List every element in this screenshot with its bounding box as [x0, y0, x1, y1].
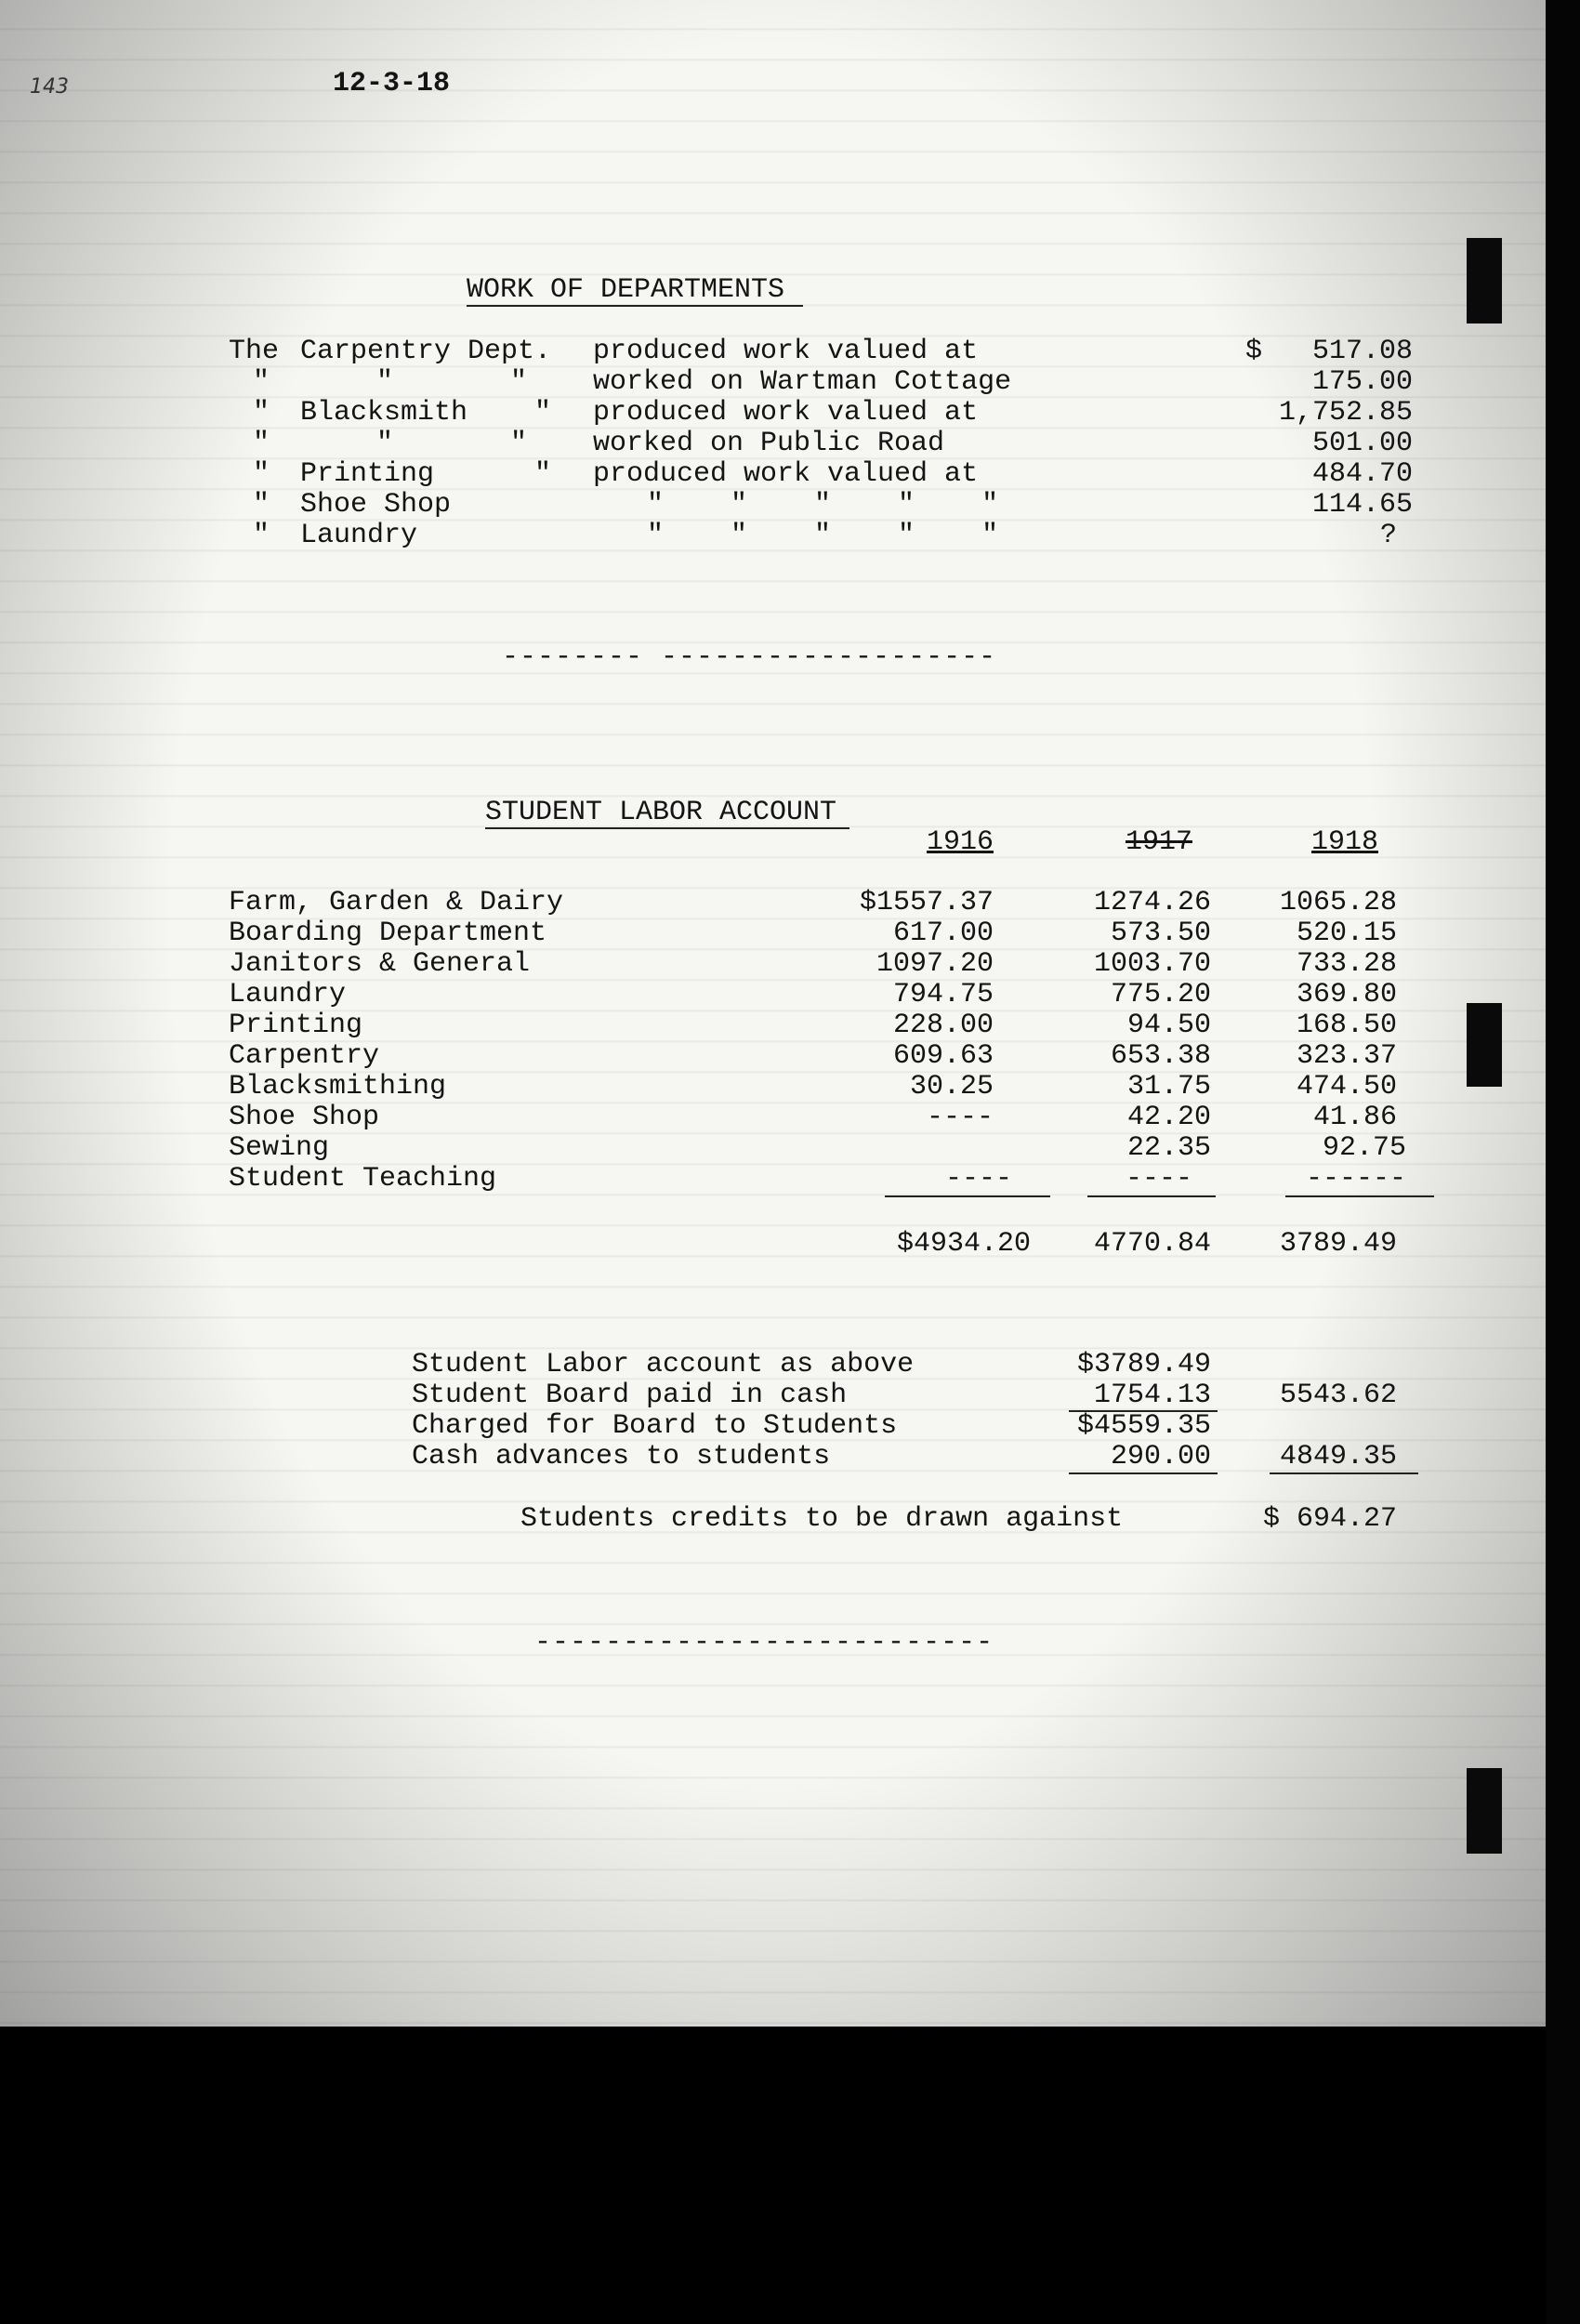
- labor-value-1918: 369.80: [1296, 979, 1397, 1010]
- scan-border: [1546, 0, 1580, 2324]
- labor-value-1916: 1097.20: [876, 948, 994, 980]
- labor-value-1916: $1557.37: [859, 887, 994, 918]
- labor-value-1916: ----: [944, 1163, 1012, 1195]
- total-rule-1916: [885, 1195, 1050, 1197]
- margin-tab-bottom: [1467, 1768, 1502, 1854]
- total-1918: 3789.49: [1279, 1228, 1397, 1260]
- labor-row-label: Carpentry: [229, 1040, 380, 1072]
- labor-value-1917: 573.50: [1110, 918, 1211, 949]
- labor-value-1916: 609.63: [892, 1040, 994, 1072]
- summary-amount: $4559.35: [1076, 1410, 1211, 1442]
- labor-value-1917: 1274.26: [1093, 887, 1211, 918]
- wod-desc: " " " " ": [613, 520, 999, 551]
- document-date: 12-3-18: [333, 68, 451, 99]
- summary-amount: 1754.13: [1093, 1380, 1211, 1411]
- summary-label: Cash advances to students: [412, 1441, 831, 1472]
- wod-amount: 1,752.85: [1278, 397, 1413, 429]
- wod-amount: $ 517.08: [1244, 336, 1413, 367]
- labor-value-1917: 94.50: [1126, 1010, 1211, 1041]
- total-rule-1918: [1285, 1195, 1434, 1197]
- labor-row-label: Laundry: [229, 979, 347, 1010]
- labor-row-label: Janitors & General: [229, 948, 531, 980]
- summary-label: Student Board paid in cash: [412, 1380, 848, 1411]
- summary-label: Charged for Board to Students: [412, 1410, 898, 1442]
- summary-total: 4849.35: [1279, 1441, 1397, 1472]
- labor-value-1917: 31.75: [1126, 1071, 1211, 1103]
- labor-row-label: Boarding Department: [229, 918, 547, 949]
- wod-col1: ": [253, 520, 270, 551]
- year-header-1916: 1916: [926, 826, 994, 858]
- wod-col1: ": [253, 458, 270, 490]
- labor-value-1916: 794.75: [892, 979, 994, 1010]
- summary-amount: $3789.49: [1076, 1349, 1211, 1380]
- total-1917: 4770.84: [1093, 1228, 1211, 1260]
- end-separator: --------------------------: [534, 1627, 994, 1658]
- summary-label: Student Labor account as above: [412, 1349, 915, 1380]
- margin-tab-middle: [1467, 1003, 1502, 1087]
- page-number: 143: [30, 75, 69, 99]
- year-header-1917: 1917: [1125, 826, 1192, 858]
- wod-desc: " " " " ": [613, 489, 999, 521]
- labor-row-label: Student Teaching: [229, 1163, 497, 1195]
- total-rule-1917: [1087, 1195, 1216, 1197]
- summary-rule-total: [1270, 1472, 1418, 1474]
- labor-row-label: Printing: [229, 1010, 363, 1041]
- wod-desc: produced work valued at: [593, 336, 979, 367]
- wod-dept: Laundry: [300, 520, 418, 551]
- labor-value-1917: 653.38: [1110, 1040, 1211, 1072]
- labor-row-label: Blacksmithing: [229, 1071, 447, 1103]
- labor-row-label: Shoe Shop: [229, 1102, 380, 1133]
- labor-value-1917: 1003.70: [1093, 948, 1211, 980]
- wod-dept: Carpentry Dept.: [300, 336, 552, 367]
- wod-col1: ": [253, 397, 270, 429]
- labor-value-1917: ----: [1125, 1163, 1192, 1195]
- labor-value-1917: 42.20: [1126, 1102, 1211, 1133]
- wod-dept: " ": [376, 428, 528, 459]
- labor-value-1918: 474.50: [1296, 1071, 1397, 1103]
- summary-rule-amount-2: [1069, 1472, 1218, 1474]
- labor-value-1917: 22.35: [1126, 1132, 1211, 1164]
- wod-col1: The: [229, 336, 280, 367]
- wod-col1: ": [253, 366, 270, 398]
- wod-desc: worked on Wartman Cottage: [593, 366, 1012, 398]
- labor-value-1916: 617.00: [892, 918, 994, 949]
- wod-amount: 484.70: [1311, 458, 1413, 490]
- labor-value-1917: 775.20: [1110, 979, 1211, 1010]
- summary-total: 5543.62: [1279, 1380, 1397, 1411]
- wod-desc: worked on Public Road: [593, 428, 945, 459]
- wod-col1: ": [253, 489, 270, 521]
- labor-row-label: Farm, Garden & Dairy: [229, 887, 564, 918]
- labor-value-1918: 733.28: [1296, 948, 1397, 980]
- wod-dept: Shoe Shop: [300, 489, 452, 521]
- labor-value-1918: 92.75: [1322, 1132, 1406, 1164]
- section-separator: -------- -------------------: [502, 641, 997, 673]
- wod-amount: 501.00: [1311, 428, 1413, 459]
- wod-dept: " ": [376, 366, 528, 398]
- student-labor-title: STUDENT LABOR ACCOUNT: [485, 798, 849, 829]
- margin-tab-top: [1467, 238, 1502, 324]
- summary-amount: 290.00: [1110, 1441, 1211, 1472]
- wod-amount: 114.65: [1311, 489, 1413, 521]
- wod-desc: produced work valued at: [593, 397, 979, 429]
- summary-rule-amount-1: [1069, 1410, 1218, 1412]
- wod-amount: 175.00: [1311, 366, 1413, 398]
- labor-value-1916: 30.25: [909, 1071, 994, 1103]
- wod-amount: ?: [1379, 520, 1397, 551]
- labor-value-1918: ------: [1305, 1163, 1406, 1195]
- credits-label: Students credits to be drawn against: [520, 1503, 1124, 1535]
- total-1916: $4934.20: [896, 1228, 1031, 1260]
- labor-value-1918: 41.86: [1312, 1102, 1397, 1133]
- wod-dept: Blacksmith ": [300, 397, 552, 429]
- labor-value-1916: 228.00: [892, 1010, 994, 1041]
- wod-col1: ": [253, 428, 270, 459]
- wod-dept: Printing ": [300, 458, 552, 490]
- labor-value-1918: 520.15: [1296, 918, 1397, 949]
- credits-amount: $ 694.27: [1262, 1503, 1397, 1535]
- wod-desc: produced work valued at: [593, 458, 979, 490]
- work-of-departments-title: WORK OF DEPARTMENTS: [467, 275, 803, 307]
- labor-row-label: Sewing: [229, 1132, 330, 1164]
- labor-value-1918: 323.37: [1296, 1040, 1397, 1072]
- labor-value-1918: 168.50: [1296, 1010, 1397, 1041]
- labor-value-1918: 1065.28: [1279, 887, 1397, 918]
- labor-value-1916: ----: [926, 1102, 994, 1133]
- year-header-1918: 1918: [1310, 826, 1378, 858]
